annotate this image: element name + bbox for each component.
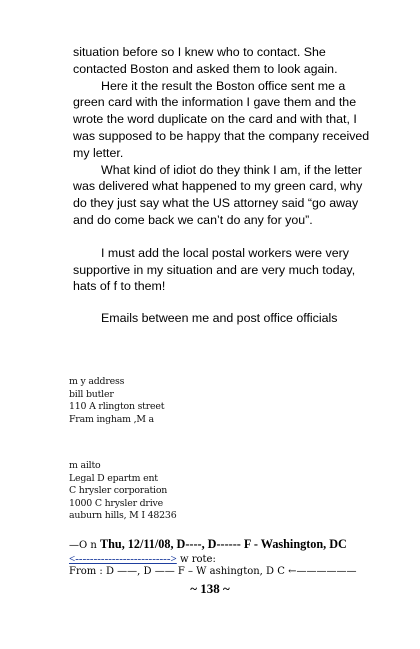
paragraph: What kind of idiot do they think I am, if the letter was delivered what happened to my green card, why do they just say what the US attorney said “go away and do come back we can’t do any for you”.: [73, 162, 363, 227]
body-text: [73, 44, 373, 327]
mailto-block: [69, 460, 389, 523]
address-line: Fram ingham ,M a: [69, 413, 154, 425]
address-line: m y address: [69, 376, 125, 387]
address-line: 110 A rlington street: [69, 401, 165, 413]
email-header-date: [69, 537, 389, 553]
paragraph: Emails between me and post office officials: [101, 311, 338, 326]
mailto-line: 1000 C hrysler drive: [69, 497, 163, 509]
paragraph: situation before so I knew who to contact. She contacted Boston and asked them to look again.: [73, 45, 338, 76]
email-address-link[interactable]: <-------------------------->: [69, 553, 177, 565]
address-block: [69, 376, 389, 426]
email-prefix: —O n: [69, 540, 97, 551]
mailto-line: m ailto: [69, 460, 101, 471]
email-from-line: From : D ——, D —— F – W ashington, D C ←——————: [69, 566, 357, 577]
address-line: bill butler: [69, 388, 114, 400]
paragraph: I must add the local postal workers were very supportive in my situation and are very much today, hats of f to them!: [73, 245, 356, 294]
wrote-label: w rote:: [179, 554, 216, 565]
email-date-sender: Thu, 12/11/08, D----, D------ F - Washington, DC: [100, 537, 347, 551]
page-number: ~ 138 ~: [190, 581, 230, 596]
mailto-line: Legal D epartm ent: [69, 472, 158, 484]
mailto-line: auburn hills, M I 48236: [69, 510, 177, 522]
mailto-line: C hrysler corporation: [69, 485, 168, 497]
paragraph: Here it the result the Boston office sent me a green card with the information I gave them and the wrote the word duplicate on the card and with that, I was supposed to be happy that the company received my letter.: [73, 78, 370, 160]
